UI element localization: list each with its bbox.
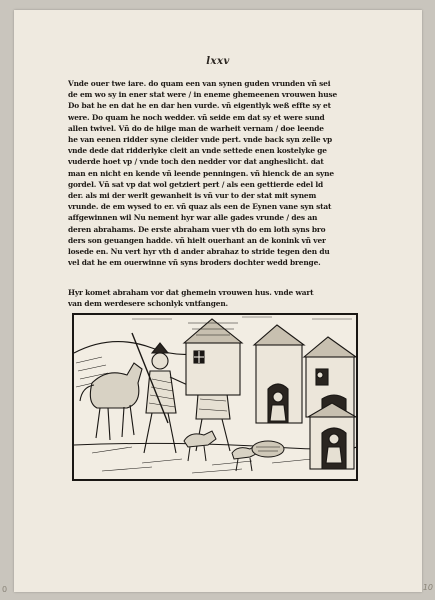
house-right — [304, 337, 356, 469]
resting-animal-figure — [252, 441, 284, 457]
caption-line: Hyr komet abraham vor dat ghemein vrouwen hus. vnde wart — [68, 288, 314, 297]
folio-number: lxxv — [206, 56, 230, 67]
text-line: allen twivel. Vñ do de hilge man de warheit vernam / doe leende — [68, 123, 324, 133]
corner-mark-right: 10 — [422, 583, 433, 592]
caption-line: van dem werdesere schonlyk vntfangen. — [68, 299, 228, 309]
text-line: ders son geuangen hadde. vñ hielt ouerhant an de konink vñ ver — [68, 235, 326, 245]
text-line: affgewinnen wil Nu nement hyr war alle gades vrunde / des an — [68, 213, 318, 223]
text-line: Do bat he en dat he en dar hen vurde. vñ eigentlyk weß effte sy et — [68, 101, 331, 111]
book-page — [14, 10, 422, 592]
text-line: vnde dede dat ridderlyke cleit an vnde settede enen kostelyke ge — [68, 146, 327, 156]
corner-mark-left: 0 — [2, 585, 8, 594]
body-text — [68, 78, 376, 268]
text-line: vuderde hoet vp / vnde toch den nedder vor dat angheslicht. dat — [68, 157, 324, 167]
text-line: der. als mi der werlt gewanheit is vñ vur to der stat mit synem — [68, 191, 317, 201]
text-line: gordel. Vñ sat vp dat wol getziert pert / als een gettierde edel ld — [68, 179, 324, 189]
text-line: he van eenen ridder syne cleider vnde pert. vnde back syn zelle vp — [68, 135, 333, 145]
text-line: de em wo sy in ener stat were / in eneme ghemeenen vrouwen huse — [68, 90, 338, 100]
text-line: deren abrahams. De erste abraham vuer vth do em loth syns bro — [68, 224, 326, 234]
text-line: vrunde. de em wysed to er. vñ quaz als een de Eynen vane syn stat — [68, 202, 332, 212]
text-line: Vnde ouer twe iare. do quam een van synen guden vrunden vñ sei — [68, 79, 331, 88]
text-line: were. Do quam he noch wedder. vñ seide em dat sy et were sund — [68, 112, 325, 122]
woodcut-illustration — [72, 313, 358, 481]
text-line: losede en. Nu vert hyr vth d ander abrahaz to stride tegen den du — [68, 247, 330, 257]
text-line: man en nicht en kende vñ leende penningen. vñ hienck de an syne — [68, 168, 334, 178]
woodcut-caption — [68, 287, 376, 309]
text-line: vel dat he em ouerwinne vñ syns broders dochter wedd brenge. — [68, 258, 321, 268]
house-center — [254, 325, 304, 423]
